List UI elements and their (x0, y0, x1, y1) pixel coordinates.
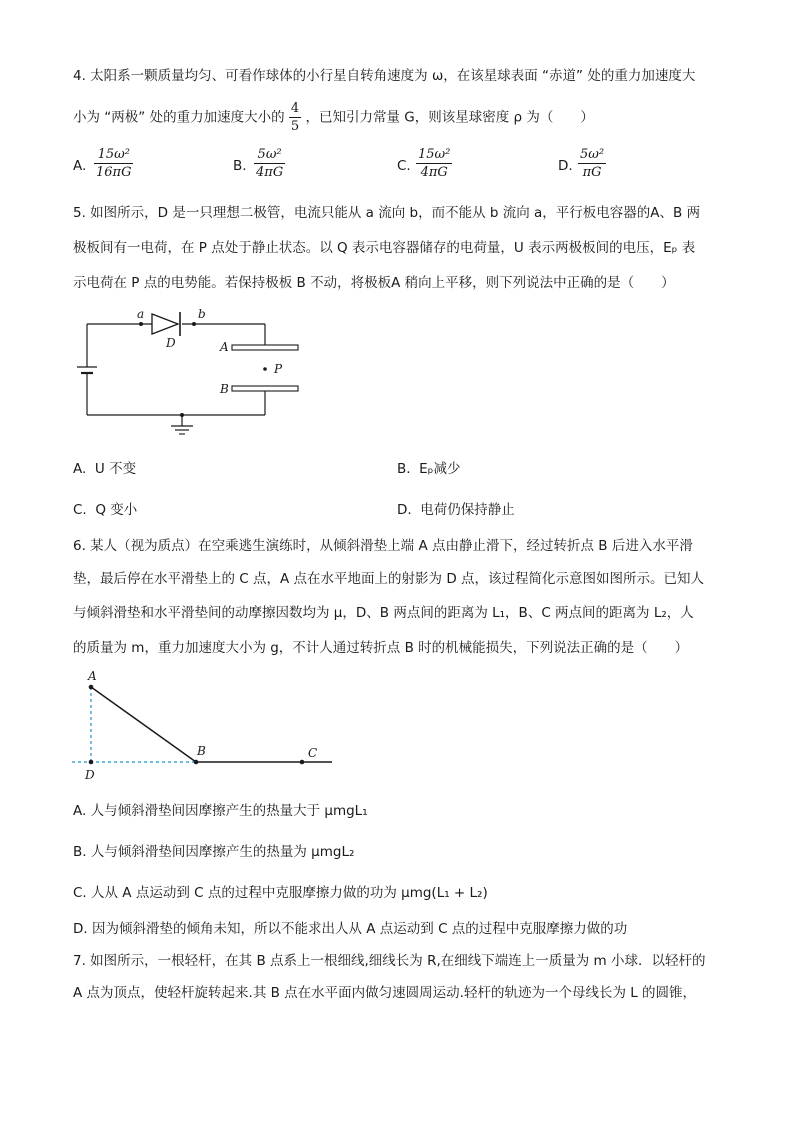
battery-icon (77, 367, 97, 373)
q5-option-d[interactable]: D. 电荷仍保持静止 (397, 502, 515, 518)
q6-option-a[interactable]: A. 人与倾斜滑垫间因摩擦产生的热量大于 μmgL₁ (73, 803, 368, 819)
q4-option-a[interactable]: A. (73, 158, 87, 174)
q5-option-a[interactable]: A. U 不变 (73, 461, 137, 477)
q6-option-b[interactable]: B. 人与倾斜滑垫间因摩擦产生的热量为 μmgL₂ (73, 844, 355, 860)
incline-slide (91, 687, 196, 762)
diode-label-D: D (166, 336, 176, 350)
q4-option-c[interactable]: C. (397, 158, 411, 174)
q4-stem-line1: 4. 太阳系一颗质量均匀、可看作球体的小行星自转角速度为 ω，在该星球表面 “赤道” 处的重力加速度大 (73, 68, 696, 84)
q4-stem-line2 (73, 100, 594, 135)
q5-option-c[interactable]: C. Q 变小 (73, 502, 138, 518)
plate-label-B: B (220, 382, 229, 396)
plate-label-A: A (220, 340, 229, 354)
q5-circuit-diagram (60, 300, 320, 440)
q5-stem-line3: 示电荷在 P 点的电势能。若保持极板 B 不动，将极板A 稍向上平移，则下列说法中正确的是（ ） (73, 275, 675, 291)
q6-option-c[interactable]: C. 人从 A 点运动到 C 点的过程中克服摩擦力做的功为 μmg(L₁ + L₂) (73, 885, 488, 901)
q7-stem-line2: A 点为顶点，使轻杆旋转起来.其 B 点在水平面内做匀速圆周运动.轻杆的轨迹为一个母线长为 L 的圆锥， (73, 985, 697, 1001)
q6-option-d[interactable]: D. 因为倾斜滑垫的倾角未知，所以不能求出人从 A 点运动到 C 点的过程中克服摩擦力做的功 (73, 921, 628, 937)
q7-stem-line1: 7. 如图所示，一根轻杆，在其 B 点系上一根细线,细线长为 R,在细线下端连上一质量为 m 小球．以轻杆的 (73, 953, 706, 969)
point-label-D: D (85, 768, 95, 782)
q6-stem-line1: 6. 某人（视为质点）在空乘逃生演练时，从倾斜滑垫上端 A 点由静止滑下，经过转折点 B 后进入水平滑 (73, 538, 693, 554)
diode-icon (152, 314, 178, 334)
point-label-C: C (308, 746, 318, 760)
point-label-B: B (197, 744, 206, 758)
diode-label-b: b (198, 307, 206, 321)
q4-fraction: $\frac{4}{5}$ (290, 101, 300, 134)
q6-slide-diagram (70, 665, 350, 785)
diode-label-a: a (137, 307, 145, 321)
q4-stem-line2-post: ，已知引力常量 G，则该星球密度 ρ 为（ ） (305, 109, 594, 126)
q4-option-d[interactable]: D. (558, 158, 573, 174)
q5-stem-line1: 5. 如图所示，D 是一只理想二极管，电流只能从 a 流向 b，而不能从 b 流向 a，平行板电容器的A、B 两 (73, 205, 701, 221)
q6-stem-line3: 与倾斜滑垫和水平滑垫间的动摩擦因数均为 μ，D、B 两点间的距离为 L₁，B、C 两点间的距离为 L₂，人 (73, 605, 694, 621)
capacitor-plate-b (232, 386, 298, 391)
q6-stem-line2: 垫，最后停在水平滑垫上的 C 点，A 点在水平地面上的射影为 D 点，该过程简化示意图如图所示。已知人 (73, 571, 705, 587)
point-p (263, 367, 267, 371)
point-label-A: A (88, 669, 97, 683)
point-label-P: P (274, 362, 283, 376)
capacitor-plate-a (232, 345, 298, 350)
q4-option-b[interactable]: B. (233, 158, 247, 174)
q4-stem-line2-pre: 小为 “两极” 处的重力加速度大小的 (73, 109, 285, 126)
q5-stem-line2: 极板间有一电荷，在 P 点处于静止状态。以 Q 表示电容器储存的电荷量，U 表示两极板间的电压，Eₚ 表 (73, 240, 696, 256)
q5-option-b[interactable]: B. Eₚ减少 (397, 461, 461, 477)
ground-icon (171, 426, 193, 434)
q6-stem-line4: 的质量为 m，重力加速度大小为 g，不计人通过转折点 B 时的机械能损失，下列说法正确的是（ ） (73, 640, 689, 656)
